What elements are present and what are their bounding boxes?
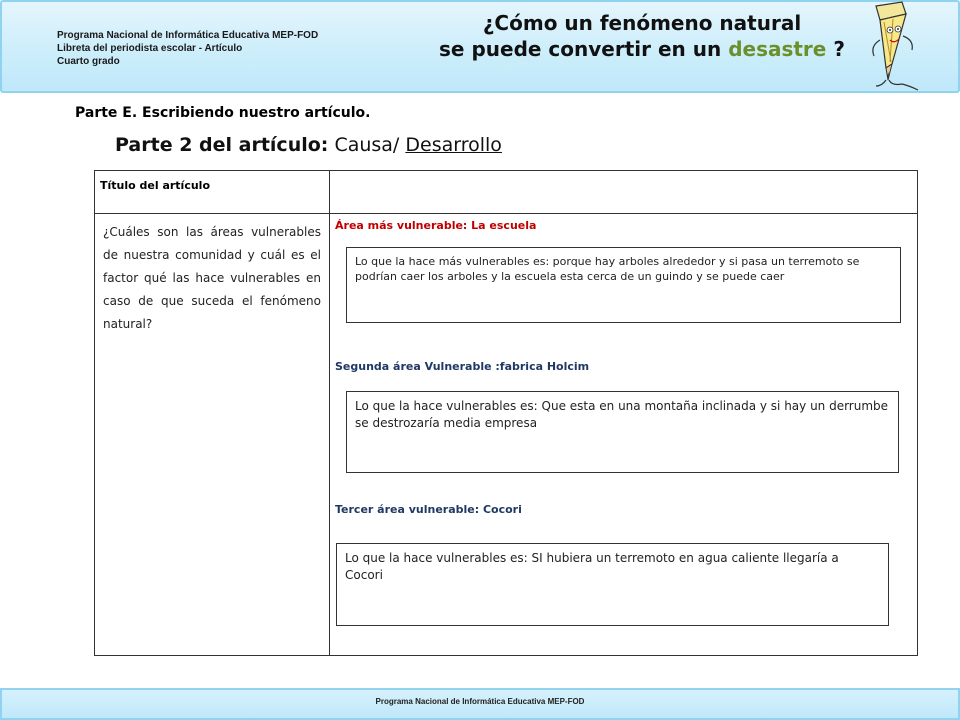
- program-info: [57, 29, 318, 68]
- area-2-reason-box[interactable]: [346, 391, 899, 473]
- section-heading-parte-e: Parte E. Escribiendo nuestro artículo.: [75, 105, 371, 121]
- area-3-label: Tercer área vulnerable: Cocori: [335, 503, 522, 516]
- footer-text: Programa Nacional de Informática Educativa MEP-FOD: [375, 697, 585, 706]
- pencil-character-icon: [862, 0, 932, 92]
- area-1-label: Área más vulnerable: La escuela: [335, 219, 537, 232]
- title-line-2: [432, 36, 852, 62]
- area-1-reason-text: Lo que la hace más vulnerables es: porque hay arboles alrededor y si pasa un terremoto se podrían caer los arboles y la escuela esta cerca de un guindo y se puede caer: [355, 255, 860, 283]
- parte-2-label: Parte 2 del artículo:: [115, 134, 329, 156]
- title-line-1: ¿Cómo un fenómeno natural: [482, 11, 802, 35]
- program-line-1: Programa Nacional de Informática Educativa MEP-FOD: [57, 30, 319, 41]
- article-table: [94, 170, 918, 656]
- program-line-2: Libreta del periodista escolar - Artículo: [57, 43, 243, 54]
- program-line-3: Cuarto grado: [57, 56, 120, 67]
- title-line-2-suffix: ?: [833, 37, 845, 61]
- page-title: [432, 10, 852, 62]
- area-3-reason-box[interactable]: [336, 543, 889, 626]
- section-heading-parte-2: [115, 134, 502, 156]
- area-2-label: Segunda área Vulnerable :fabrica Holcim: [335, 360, 590, 373]
- title-highlight-word: desastre: [728, 37, 827, 61]
- title-line-2-prefix: se puede convertir en un: [439, 37, 722, 61]
- area-2-reason-text: Lo que la hace vulnerables es: Que esta en una montaña inclinada y si hay un derrumbe se destrozaría media empresa: [355, 399, 889, 430]
- table-column-divider: [329, 171, 330, 655]
- area-3-reason-text: Lo que la hace vulnerables es: SI hubiera un terremoto en agua caliente llegaría a Cocori: [345, 551, 839, 582]
- footer-band: [0, 688, 960, 720]
- header-band: [0, 0, 960, 93]
- table-row-divider: [95, 213, 917, 214]
- article-title-label: Título del artículo: [100, 179, 211, 192]
- area-1-reason-box[interactable]: [346, 247, 901, 323]
- parte-2-cause: Causa/: [334, 134, 400, 156]
- parte-2-development: Desarrollo: [405, 134, 502, 156]
- vulnerability-question: ¿Cuáles son las áreas vulnerables de nuestra comunidad y cuál es el factor qué las hace vulnerables en caso de que suceda el fenómeno natural?: [103, 225, 321, 331]
